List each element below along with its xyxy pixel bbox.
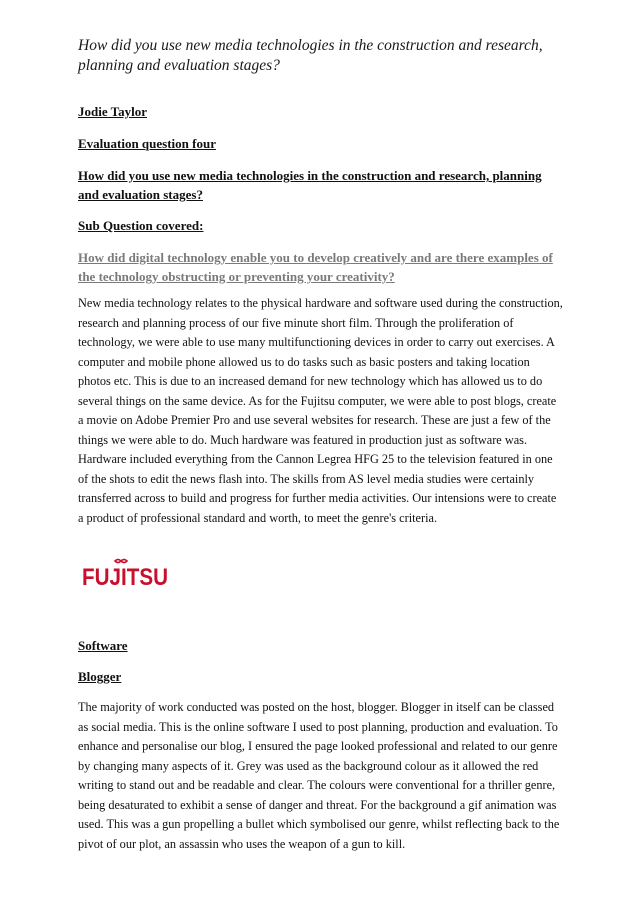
- intro-paragraph: New media technology relates to the physical hardware and software used during the construction, research and planning process of our five minute short film. Through the proliferation of technology, we were able to use many multifunctioning devices in order to carry out exercises. A computer and mobile phone allowed us to do tasks such as basic posters and taking location photos etc. This is due to an increased demand for new technology which has allowed us to do several things on the same device. As for the Fujitsu computer, we were able to post blogs, create a movie on Adobe Premier Pro and use several websites for research. These are just a few of the things we were able to do. Much hardware was featured in production just as software was. Hardware included everything from the Cannon Legrea HFG 25 to the television featured in one of the shots to edit the news flash into. The skills from AS level media studies were certainly transferred across to build and progress for further media activities. Our intensions were to create a product of professional standard and worth, to meet the genre's criteria.: [78, 296, 563, 525]
- document-body: [78, 102, 564, 854]
- blogger-paragraph: The majority of work conducted was posted on the host, blogger. Blogger in itself can be classed as social media. This is the online software I used to post planning, production and evaluation. To enhance and personalise our blog, I ensured the page looked professional and related to our genre by changing many aspects of it. Grey was used as the background colour as it allowed the red writing to stand out and be readable and clear. The colours were conventional for a thriller genre, being desaturated to exhibit a sense of danger and threat. For the background a gif animation was used. This was a gun propelling a bullet which symbolised our genre, whilst reflecting back to the pivot of our plot, an assassin who uses the weapon of a gun to kill.: [78, 700, 560, 851]
- author-name: Jodie Taylor: [78, 104, 147, 119]
- sub-question-label: Sub Question covered:: [78, 218, 204, 233]
- fujitsu-logo-text: FUJITSU: [82, 564, 168, 591]
- blogger-heading: Blogger: [78, 669, 122, 684]
- fujitsu-logo: [82, 558, 170, 594]
- section-label: Evaluation question four: [78, 136, 216, 151]
- logo-container: [78, 528, 564, 636]
- page-title: How did you use new media technologies in the construction and research, planning and evaluation stages?: [78, 37, 543, 74]
- fujitsu-infinity-mark: [115, 560, 127, 563]
- software-heading: Software: [78, 638, 128, 653]
- main-question: How did you use new media technologies in the construction and research, planning and evaluation stages?: [78, 168, 542, 202]
- sub-question: How did digital technology enable you to develop creatively and are there examples of the technology obstructing or preventing your creativity?: [78, 250, 553, 284]
